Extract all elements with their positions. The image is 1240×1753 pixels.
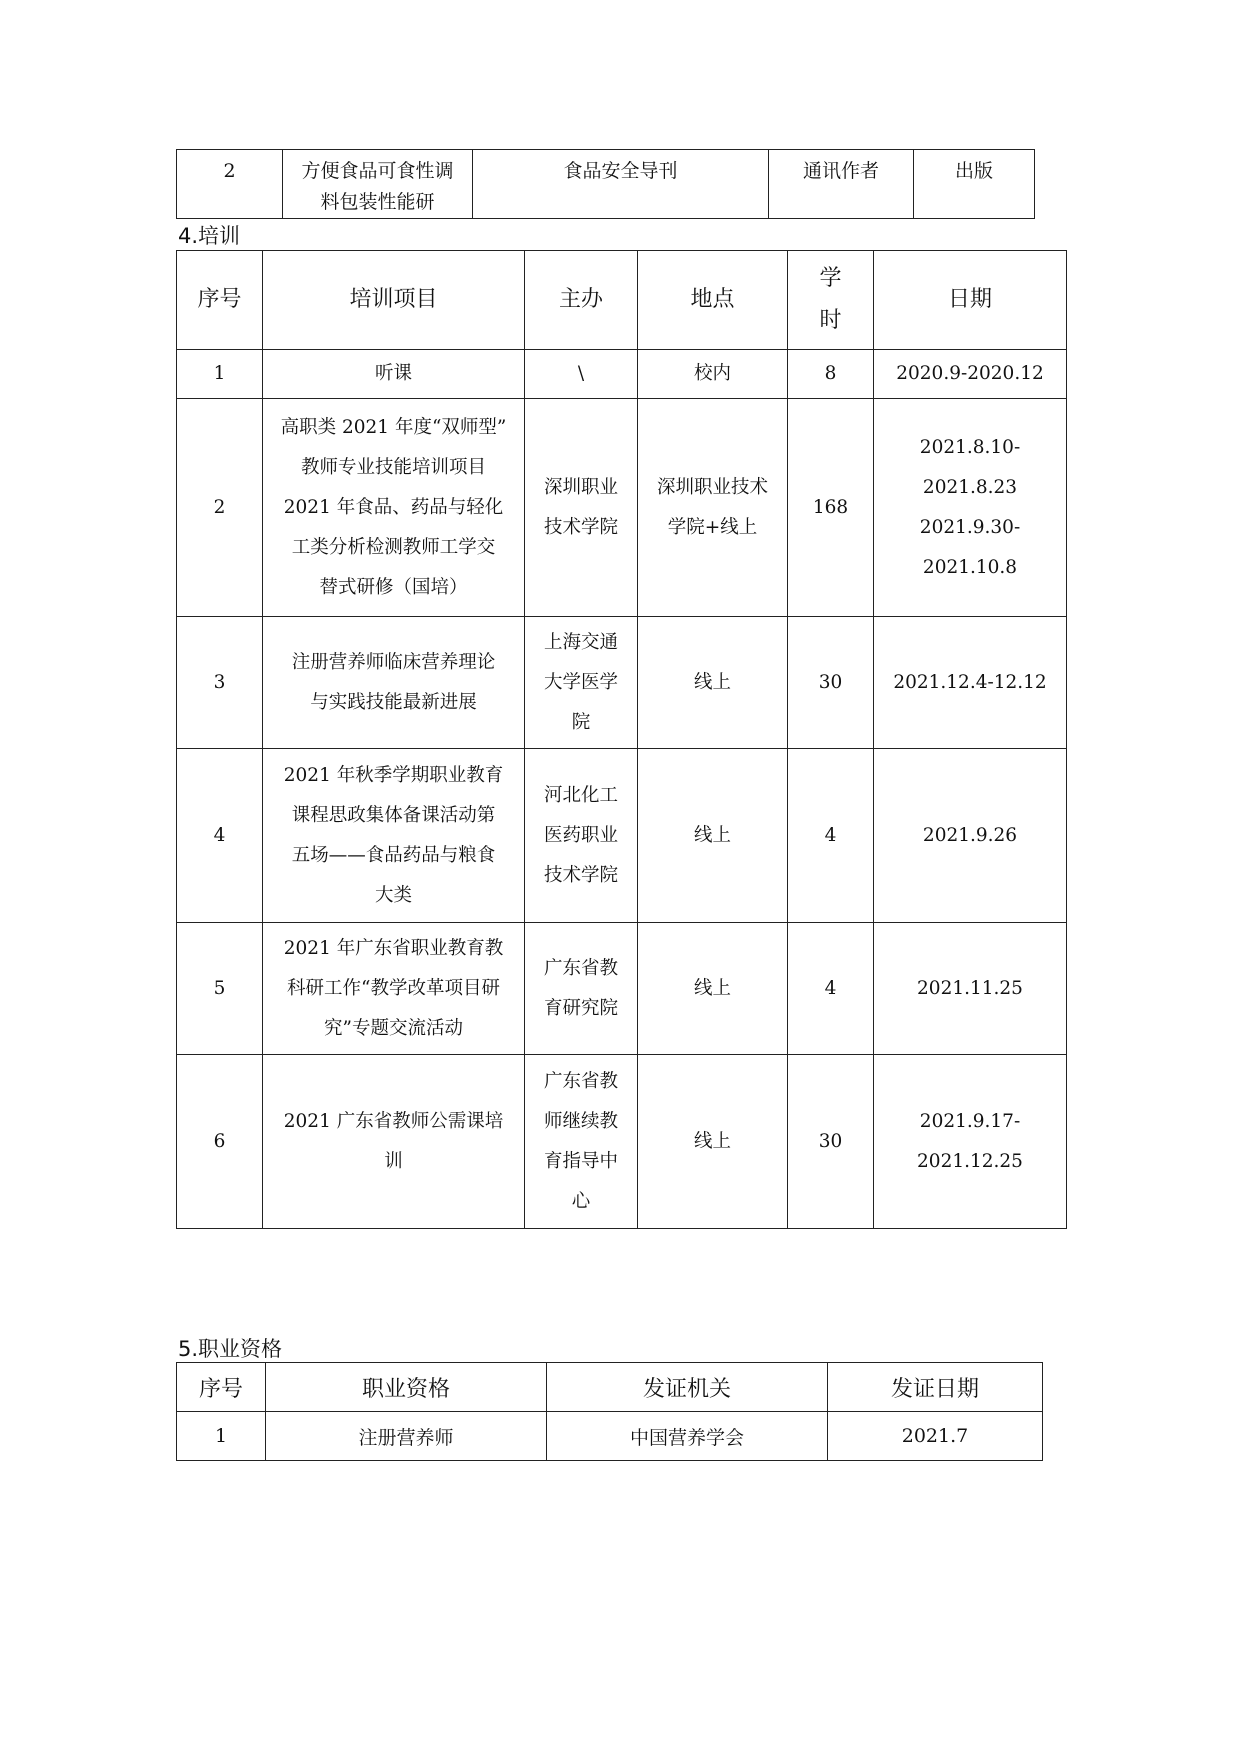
header-qualification: 职业资格: [266, 1363, 547, 1412]
training-location: 校内: [638, 350, 788, 399]
table-row: [177, 1412, 1043, 1461]
header-no: 序号: [177, 251, 263, 350]
qual-issuer: 中国营养学会: [547, 1412, 828, 1461]
training-no: 6: [177, 1055, 263, 1229]
header-project: 培训项目: [263, 251, 525, 350]
training-date: 2021.12.4-12.12: [874, 617, 1067, 749]
training-no: 4: [177, 749, 263, 923]
pub-status: 出版: [914, 150, 1035, 219]
table-row: [177, 749, 1067, 923]
training-project: 听课: [263, 350, 525, 399]
table-row: [177, 399, 1067, 617]
header-no: 序号: [177, 1363, 266, 1412]
qualification-heading: 5.职业资格: [178, 1337, 283, 1361]
pub-role: 通讯作者: [769, 150, 914, 219]
training-no: 5: [177, 923, 263, 1055]
training-no: 3: [177, 617, 263, 749]
training-date: 2021.8.10-2021.8.23 2021.9.30-2021.10.8: [874, 399, 1067, 617]
training-date: 2021.9.17-2021.12.25: [874, 1055, 1067, 1229]
training-project: 2021 广东省教师公需课培 训: [263, 1055, 525, 1229]
training-heading: 4.培训: [178, 224, 241, 248]
training-location: 线上: [638, 749, 788, 923]
training-host: 上海交通 大学医学 院: [525, 617, 638, 749]
header-location: 地点: [638, 251, 788, 350]
header-issuer: 发证机关: [547, 1363, 828, 1412]
training-host: 深圳职业 技术学院: [525, 399, 638, 617]
training-table: [176, 250, 1067, 1229]
training-location: 线上: [638, 923, 788, 1055]
qual-name: 注册营养师: [266, 1412, 547, 1461]
table-row: [177, 923, 1067, 1055]
pub-journal: 食品安全导刊: [473, 150, 769, 219]
training-hours: 30: [788, 1055, 874, 1229]
training-host: 广东省教 师继续教 育指导中 心: [525, 1055, 638, 1229]
pub-title: 方便食品可食性调 料包装性能研: [283, 150, 473, 219]
qual-date: 2021.7: [828, 1412, 1043, 1461]
qual-no: 1: [177, 1412, 266, 1461]
training-project: 2021 年秋季学期职业教育 课程思政集体备课活动第 五场——食品药品与粮食 大类: [263, 749, 525, 923]
header-issue-date: 发证日期: [828, 1363, 1043, 1412]
training-project: 高职类 2021 年度“双师型” 教师专业技能培训项目 2021 年食品、药品与轻化 工类分析检测教师工学交 替式研修（国培）: [263, 399, 525, 617]
header-date: 日期: [874, 251, 1067, 350]
training-project: 2021 年广东省职业教育教 科研工作“教学改革项目研 究”专题交流活动: [263, 923, 525, 1055]
training-hours: 4: [788, 923, 874, 1055]
training-hours: 168: [788, 399, 874, 617]
training-location: 深圳职业技术 学院+线上: [638, 399, 788, 617]
training-host: \: [525, 350, 638, 399]
publication-table: [176, 149, 1035, 219]
training-hours: 8: [788, 350, 874, 399]
table-row: [177, 350, 1067, 399]
header-hours: 学 时: [788, 251, 874, 350]
training-location: 线上: [638, 1055, 788, 1229]
training-date: 2021.9.26: [874, 749, 1067, 923]
training-project: 注册营养师临床营养理论 与实践技能最新进展: [263, 617, 525, 749]
table-header-row: [177, 1363, 1043, 1412]
training-date: 2021.11.25: [874, 923, 1067, 1055]
training-host: 广东省教 育研究院: [525, 923, 638, 1055]
training-location: 线上: [638, 617, 788, 749]
training-host: 河北化工 医药职业 技术学院: [525, 749, 638, 923]
table-row: [177, 150, 1035, 219]
table-row: [177, 1055, 1067, 1229]
training-no: 1: [177, 350, 263, 399]
table-header-row: [177, 251, 1067, 350]
training-date: 2020.9-2020.12: [874, 350, 1067, 399]
table-row: [177, 617, 1067, 749]
training-no: 2: [177, 399, 263, 617]
pub-no: 2: [177, 150, 283, 219]
training-hours: 4: [788, 749, 874, 923]
training-hours: 30: [788, 617, 874, 749]
header-host: 主办: [525, 251, 638, 350]
qualification-table: [176, 1362, 1043, 1461]
